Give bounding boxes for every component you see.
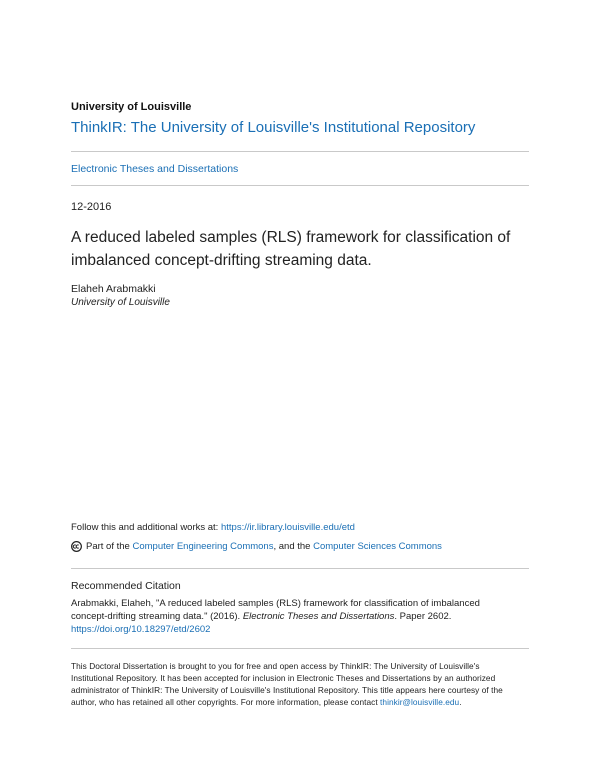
- divider: [71, 568, 529, 569]
- part-of-line: [71, 541, 442, 552]
- citation-text2: concept-drifting streaming data." (2016).: [71, 611, 243, 622]
- citation-heading: Recommended Citation: [71, 580, 181, 592]
- notice-line: Institutional Repository. It has been accepted for inclusion in Electronic Theses and Dissertations by an authorized: [71, 673, 496, 683]
- citation-text: [71, 597, 531, 636]
- computer-engineering-commons-link[interactable]: Computer Engineering Commons: [132, 541, 274, 552]
- title-line: imbalanced concept-drifting streaming data.: [71, 252, 372, 269]
- citation-text3: . Paper 2602.: [394, 611, 452, 622]
- document-title: [71, 226, 541, 272]
- follow-prefix: Follow this and additional works at:: [71, 522, 221, 533]
- part-of-middle: , and the: [273, 541, 311, 552]
- title-line: A reduced labeled samples (RLS) framework for classification of: [71, 229, 511, 246]
- repository-url-link[interactable]: https://ir.library.louisville.edu/etd: [220, 522, 355, 533]
- contact-email-link[interactable]: thinkir@louisville.edu: [380, 697, 460, 707]
- part-of-prefix: Part of the: [86, 541, 130, 552]
- author-affiliation: University of Louisville: [71, 297, 170, 308]
- divider: [71, 151, 529, 152]
- access-notice: [71, 660, 531, 708]
- citation-line: Arabmakki, Elaheh, "A reduced labeled samples (RLS) framework for classification of imbalanced: [71, 598, 480, 609]
- author-name: Elaheh Arabmakki: [71, 283, 156, 295]
- divider: [71, 185, 529, 186]
- citation-journal: Electronic Theses and Dissertations: [242, 611, 395, 622]
- doi-link[interactable]: https://doi.org/10.18297/etd/2602: [71, 624, 211, 635]
- divider: [71, 648, 529, 649]
- notice-line: [71, 696, 531, 708]
- repository-name[interactable]: ThinkIR: The University of Louisville's Institutional Repository: [71, 119, 476, 136]
- notice-line: administrator of ThinkIR: The University of Louisville's Institutional Repository. This title appears here courtesy of the: [71, 685, 503, 695]
- notice-line4-prefix: author, who has retained all other copyrights. For more information, please contact: [71, 697, 381, 707]
- institution-name: University of Louisville: [71, 101, 192, 113]
- series-link[interactable]: Electronic Theses and Dissertations: [71, 163, 239, 175]
- notice-line4-suffix: .: [459, 697, 462, 707]
- creative-commons-icon: [71, 541, 82, 552]
- computer-sciences-commons-link[interactable]: Computer Sciences Commons: [313, 541, 442, 552]
- follow-line: [71, 522, 355, 533]
- citation-line: [71, 610, 531, 623]
- notice-line: This Doctoral Dissertation is brought to you for free and open access by ThinkIR: The University of Louisville's: [71, 661, 480, 671]
- publication-date: 12-2016: [71, 201, 112, 213]
